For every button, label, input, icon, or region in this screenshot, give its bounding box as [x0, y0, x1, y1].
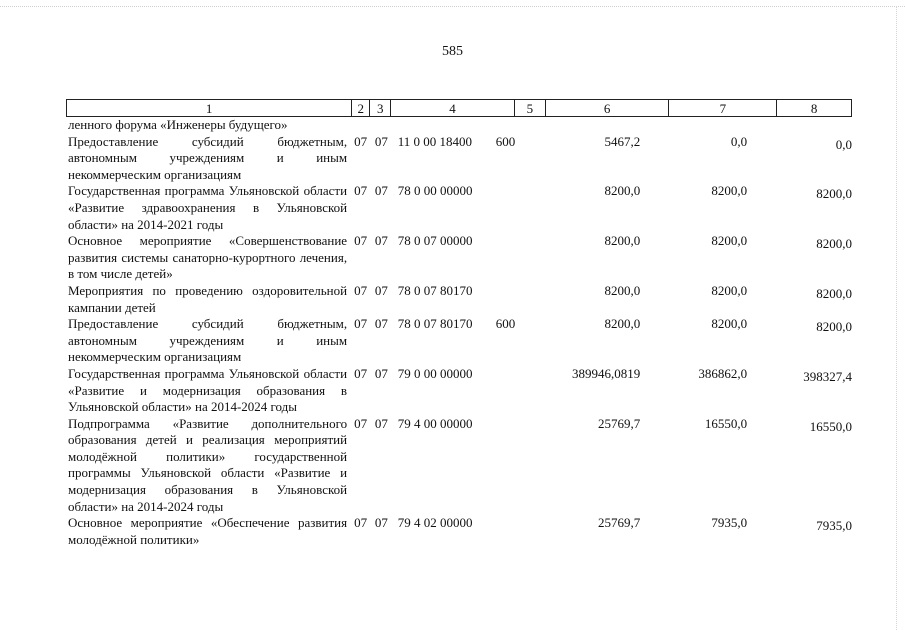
- header-col-3: 3: [370, 100, 391, 116]
- row-value-1: 25769,7: [597, 415, 641, 431]
- row-value-3: 0,0: [835, 136, 853, 152]
- row-rz: 07: [354, 365, 368, 381]
- row-pr: 07: [374, 515, 388, 531]
- row-name: Основное мероприятие «Обеспечение развития молодёжной политики»: [68, 515, 348, 547]
- row-value-2: 0,0: [730, 133, 748, 149]
- row-vr: 600: [495, 316, 516, 332]
- table-row: [66, 283, 852, 316]
- row-value-2: 8200,0: [711, 233, 748, 249]
- table-row: [66, 515, 852, 548]
- row-pr: 07: [374, 365, 388, 381]
- scan-edge-right: [895, 6, 897, 630]
- header-col-5: 5: [515, 100, 546, 116]
- budget-table: [66, 99, 852, 548]
- row-name: Подпрограмма «Развитие дополнительного образования детей и реализация мероприятий молодёжной политики» государственной программы Ульяновской области «Развитие и модернизация образования в Ульяновской области» на 2014-2024 годы: [68, 415, 348, 514]
- header-col-4: 4: [391, 100, 515, 116]
- row-csr: 79 4 02 00000: [397, 515, 473, 531]
- row-csr: 79 0 00 00000: [397, 365, 473, 381]
- header-col-8: 8: [810, 101, 818, 116]
- row-csr: 78 0 00 00000: [397, 183, 473, 199]
- row-rz: 07: [354, 515, 368, 531]
- row-name-fragment: ленного форума «Инженеры будущего»: [68, 117, 288, 132]
- row-csr: 79 4 00 00000: [397, 415, 473, 431]
- row-pr: 07: [374, 316, 388, 332]
- row-value-1: 5467,2: [604, 133, 641, 149]
- row-name: Мероприятия по проведению оздоровительной кампании детей: [68, 282, 348, 315]
- row-name: Основное мероприятие «Совершенствование развития системы санаторно-курортного лечения, в том числе детей»: [68, 233, 348, 282]
- table-row: [66, 134, 852, 184]
- row-pr: 07: [374, 183, 388, 199]
- table-row: [66, 316, 852, 366]
- row-pr: 07: [374, 133, 388, 149]
- table-header-row: [66, 99, 852, 117]
- header-col-6: 6: [546, 100, 670, 116]
- row-rz: 07: [354, 316, 368, 332]
- header-col-7: 7: [669, 100, 777, 116]
- row-value-1: 8200,0: [604, 282, 641, 298]
- row-value-1: 8200,0: [604, 316, 641, 332]
- row-csr: 78 0 07 00000: [397, 233, 473, 249]
- page-number: 585: [442, 44, 463, 59]
- header-col-1: 1: [67, 100, 352, 116]
- row-pr: 07: [374, 282, 388, 298]
- row-value-3: 8200,0: [816, 236, 853, 252]
- row-rz: 07: [354, 183, 368, 199]
- row-value-3: 7935,0: [816, 518, 853, 534]
- table-row: [66, 366, 852, 416]
- row-rz: 07: [354, 133, 368, 149]
- row-value-2: 8200,0: [711, 316, 748, 332]
- row-rz: 07: [354, 282, 368, 298]
- row-name: Предоставление субсидий бюджетным, автономным учреждениям и иным некоммерческим организациям: [68, 133, 348, 182]
- row-rz: 07: [354, 415, 368, 431]
- row-value-3: 8200,0: [816, 285, 853, 301]
- table-row-fragment: [66, 117, 852, 134]
- row-name: Предоставление субсидий бюджетным, автономным учреждениям и иным некоммерческим организациям: [68, 316, 348, 365]
- row-pr: 07: [374, 415, 388, 431]
- row-value-1: 8200,0: [604, 233, 641, 249]
- row-csr: 78 0 07 80170: [397, 282, 473, 298]
- table-row: [66, 233, 852, 283]
- row-pr: 07: [374, 233, 388, 249]
- row-value-2: 386862,0: [698, 365, 748, 381]
- row-value-3: 16550,0: [809, 418, 853, 434]
- row-value-2: 16550,0: [704, 415, 748, 431]
- row-value-1: 25769,7: [597, 515, 641, 531]
- row-csr: 78 0 07 80170: [397, 316, 473, 332]
- scan-edge-top: [0, 6, 905, 8]
- row-value-2: 7935,0: [711, 515, 748, 531]
- table-row: [66, 416, 852, 516]
- row-value-3: 8200,0: [816, 186, 853, 202]
- table-body: [66, 117, 852, 548]
- row-name: Государственная программа Ульяновской области «Развитие и модернизация образования в Ульяновской области» на 2014-2024 годы: [68, 365, 348, 415]
- row-value-3: 398327,4: [803, 368, 853, 384]
- row-vr: 600: [495, 133, 516, 149]
- row-name: Государственная программа Ульяновской области «Развитие здравоохранения в Ульяновской области» на 2014-2021 годы: [68, 183, 348, 232]
- row-value-1: 8200,0: [604, 183, 641, 199]
- table-row: [66, 183, 852, 233]
- row-csr: 11 0 00 18400: [397, 133, 472, 149]
- row-rz: 07: [354, 233, 368, 249]
- row-value-2: 8200,0: [711, 183, 748, 199]
- row-value-1: 389946,0819: [571, 365, 641, 381]
- row-value-3: 8200,0: [816, 319, 853, 335]
- header-col-2: 2: [352, 100, 370, 116]
- row-value-2: 8200,0: [711, 282, 748, 298]
